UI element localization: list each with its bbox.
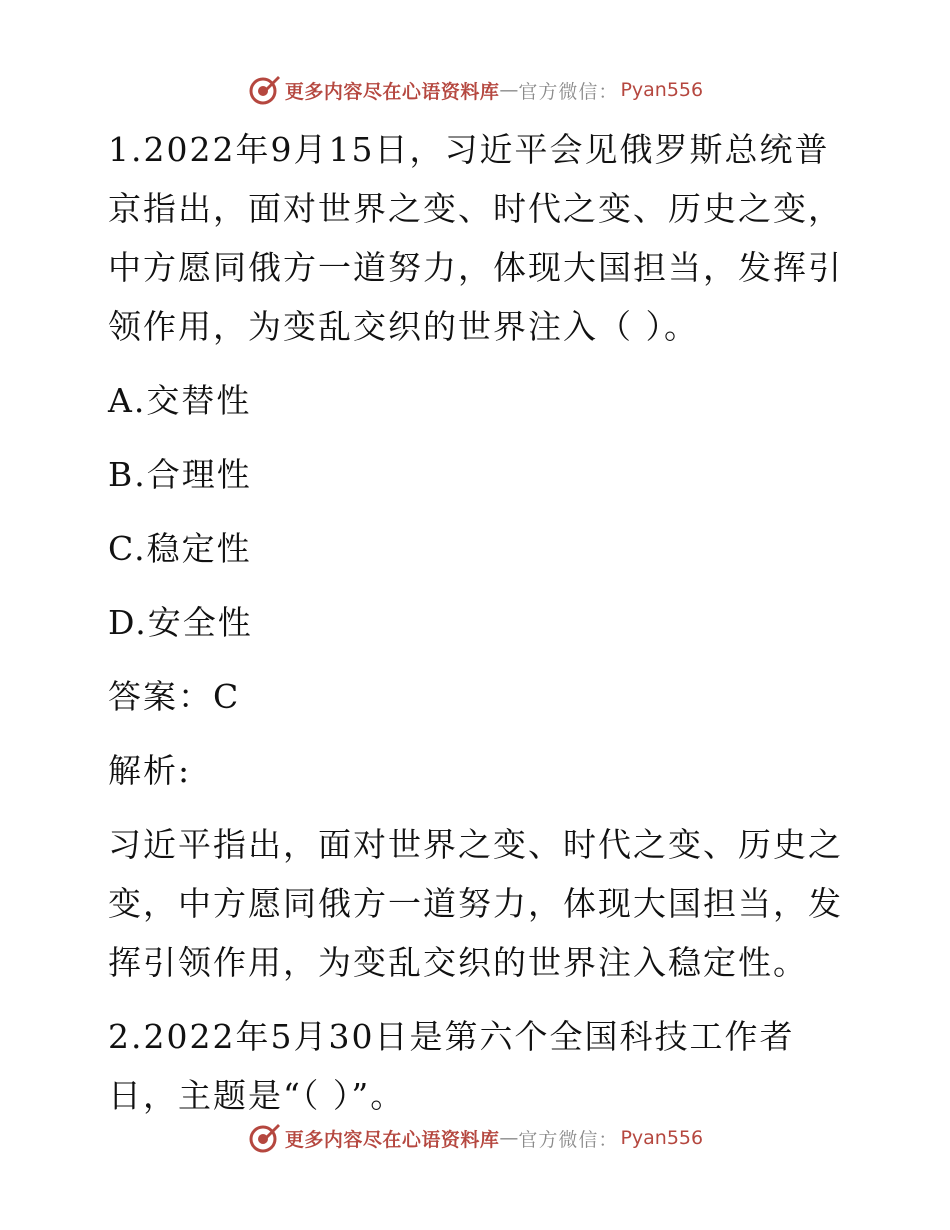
question-1-option-a: A.交替性 (108, 381, 252, 420)
question-2-stem: 2.2022年5月30日是第六个全国科技工作者日，主题是“（ ）”。 (108, 1017, 795, 1115)
watermark-dash: — (499, 1127, 519, 1149)
pen-logo-icon (247, 1121, 281, 1155)
watermark-site-text: 更多内容尽在心语资料库 (284, 80, 500, 103)
question-1-stem: 1.2022年9月15日，习近平会见俄罗斯总统普京指出，面对世界之变、时代之变、历史之变，中方愿同俄方一道努力，体现大国担当，发挥引领作用，为变乱交织的世界注入（ ）。 (108, 130, 843, 346)
watermark-official-label: 官方微信： (518, 1128, 619, 1151)
header-watermark (0, 70, 950, 110)
question-1-option-c: C.稳定性 (108, 529, 252, 568)
watermark-dash: — (499, 79, 519, 101)
watermark-wechat-id: Pyan556 (620, 79, 704, 101)
document-body (96, 120, 856, 1140)
question-1-analysis: 习近平指出，面对世界之变、时代之变、历史之变，中方愿同俄方一道努力，体现大国担当，发挥引领作用，为变乱交织的世界注入稳定性。 (108, 825, 843, 982)
pen-logo-icon (247, 73, 281, 107)
footer-watermark (0, 1118, 950, 1158)
watermark-wechat-id: Pyan556 (620, 1127, 704, 1149)
question-1-option-b: B.合理性 (108, 455, 252, 494)
watermark-site-text: 更多内容尽在心语资料库 (284, 1128, 500, 1151)
question-1-option-d: D.安全性 (108, 603, 253, 642)
question-1-answer: 答案：C (108, 677, 241, 716)
watermark-official-label: 官方微信： (518, 80, 619, 103)
question-1-analysis-label: 解析: (108, 751, 192, 790)
